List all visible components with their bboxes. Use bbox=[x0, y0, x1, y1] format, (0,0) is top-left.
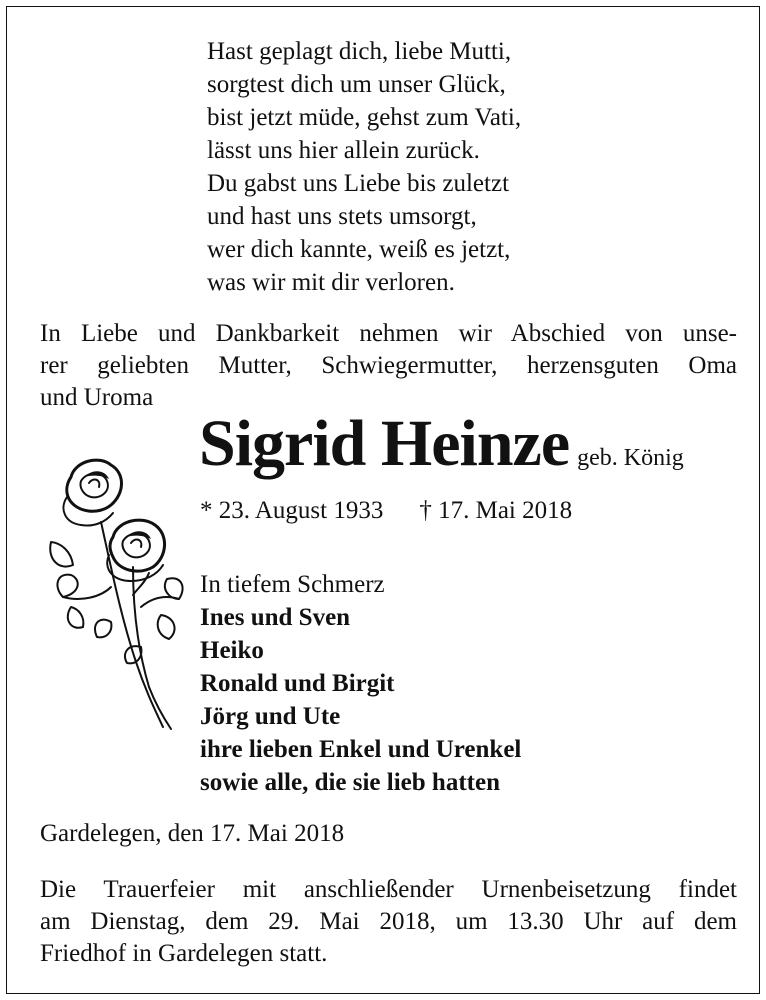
mourner-name: Ronald und Birgit bbox=[200, 670, 395, 697]
ceremony-line: Friedhof in Gardelegen statt. bbox=[40, 940, 328, 967]
poem-line: lässt uns hier allein zurück. bbox=[207, 137, 480, 164]
intro-text bbox=[40, 318, 737, 414]
mourners bbox=[200, 568, 521, 799]
mourner-name: Ines und Sven bbox=[200, 604, 351, 631]
poem-line: Hast geplagt dich, liebe Mutti, bbox=[207, 38, 512, 65]
intro-line: rer geliebten Mutter, Schwiegermutter, herzensguten Oma bbox=[40, 352, 737, 379]
poem bbox=[207, 35, 521, 299]
mourner-name: sowie alle, die sie lieb hatten bbox=[200, 769, 500, 796]
ceremony-text bbox=[40, 874, 737, 970]
intro-line: In Liebe und Dankbarkeit nehmen wir Abschied von unse- bbox=[40, 320, 737, 347]
obituary-frame bbox=[6, 6, 760, 994]
ceremony-line: Die Trauerfeier mit anschließender Urnenbeisetzung findet bbox=[40, 876, 737, 903]
poem-line: und hast uns stets umsorgt, bbox=[207, 203, 477, 230]
birth-name: geb. König bbox=[577, 445, 684, 471]
life-dates bbox=[200, 497, 572, 525]
poem-line: bist jetzt müde, gehst zum Vati, bbox=[207, 104, 522, 131]
deceased-name bbox=[199, 404, 684, 484]
mourners-intro: In tiefem Schmerz bbox=[200, 571, 385, 598]
poem-line: Du gabst uns Liebe bis zuletzt bbox=[207, 170, 510, 197]
poem-line: wer dich kannte, weiß es jetzt, bbox=[207, 236, 511, 263]
mourner-name: Heiko bbox=[200, 637, 264, 664]
place-date: Gardelegen, den 17. Mai 2018 bbox=[40, 820, 345, 847]
poem-line: sorgtest dich um unser Glück, bbox=[207, 71, 506, 98]
rose-icon bbox=[41, 447, 191, 737]
mourner-name: ihre lieben Enkel und Urenkel bbox=[200, 736, 522, 763]
poem-line: was wir mit dir verloren. bbox=[207, 269, 455, 296]
intro-line: und Uroma bbox=[40, 384, 154, 411]
birth-date: * 23. August 1933 bbox=[200, 497, 384, 524]
mourner-name: Jörg und Ute bbox=[200, 703, 341, 730]
ceremony-line: am Dienstag, dem 29. Mai 2018, um 13.30 Uhr auf dem bbox=[40, 908, 737, 935]
death-date: † 17. Mai 2018 bbox=[419, 497, 573, 524]
full-name: Sigrid Heinze bbox=[199, 407, 570, 480]
